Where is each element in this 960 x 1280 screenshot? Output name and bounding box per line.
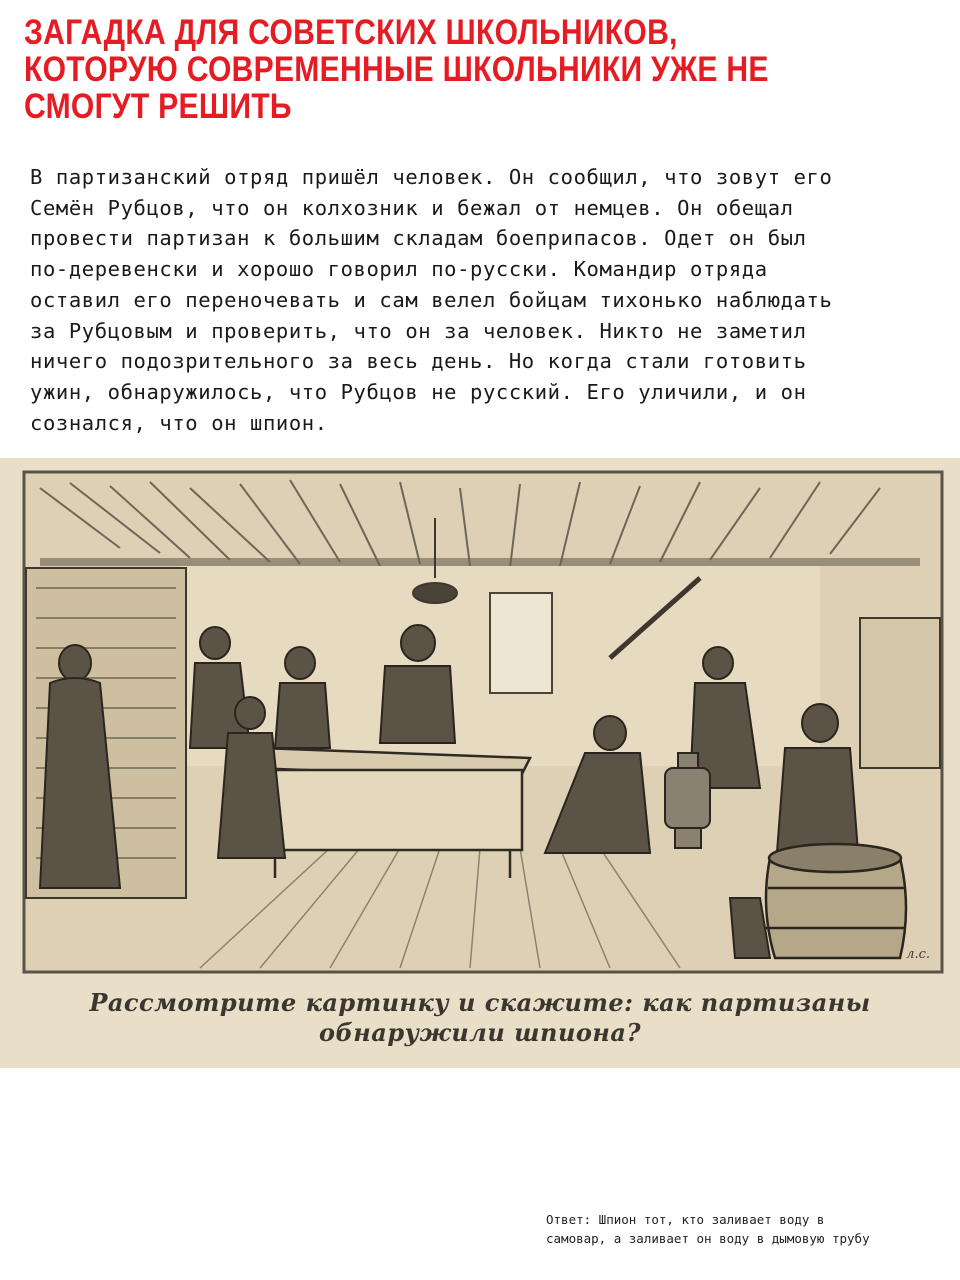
barrel-icon [766,844,906,958]
illustration-caption: Рассмотрите картинку и скажите: как партизаны обнаружили шпиона? [89,988,871,1047]
story-text: В партизанский отряд пришёл человек. Он сообщил, что зовут его Семён Рубцов, что он колхозник и бежал от немцев. Он обещал провести партизан к большим складам боеприпасов. Одет он был по-деревенски и хорошо говорил по-русски. Командир отряда оставил его переночевать и сам велел бойцам тихонько наблюдать за Рубцовым и проверить, что он за человек. Никто не заметил ничего подозрительного за весь день. Но когда стали готовить ужин, обнаружилось, что Рубцов не русский. Его уличили, и он сознался, что он шпион. [30,165,833,435]
illustration-drawing [0,458,960,1068]
headline: ЗАГАДКА ДЛЯ СОВЕТСКИХ ШКОЛЬНИКОВ, КОТОРУЮ СОВРЕМЕННЫЕ ШКОЛЬНИКИ УЖЕ НЕ СМОГУТ РЕШИТЬ [24,13,769,126]
answer-text: Ответ: Шпион тот, кто заливает воду в самовар, а заливает он воду в дымовую трубу [546,1212,870,1246]
artist-signature: л.с. [906,947,930,962]
riddle-illustration [0,458,960,1068]
